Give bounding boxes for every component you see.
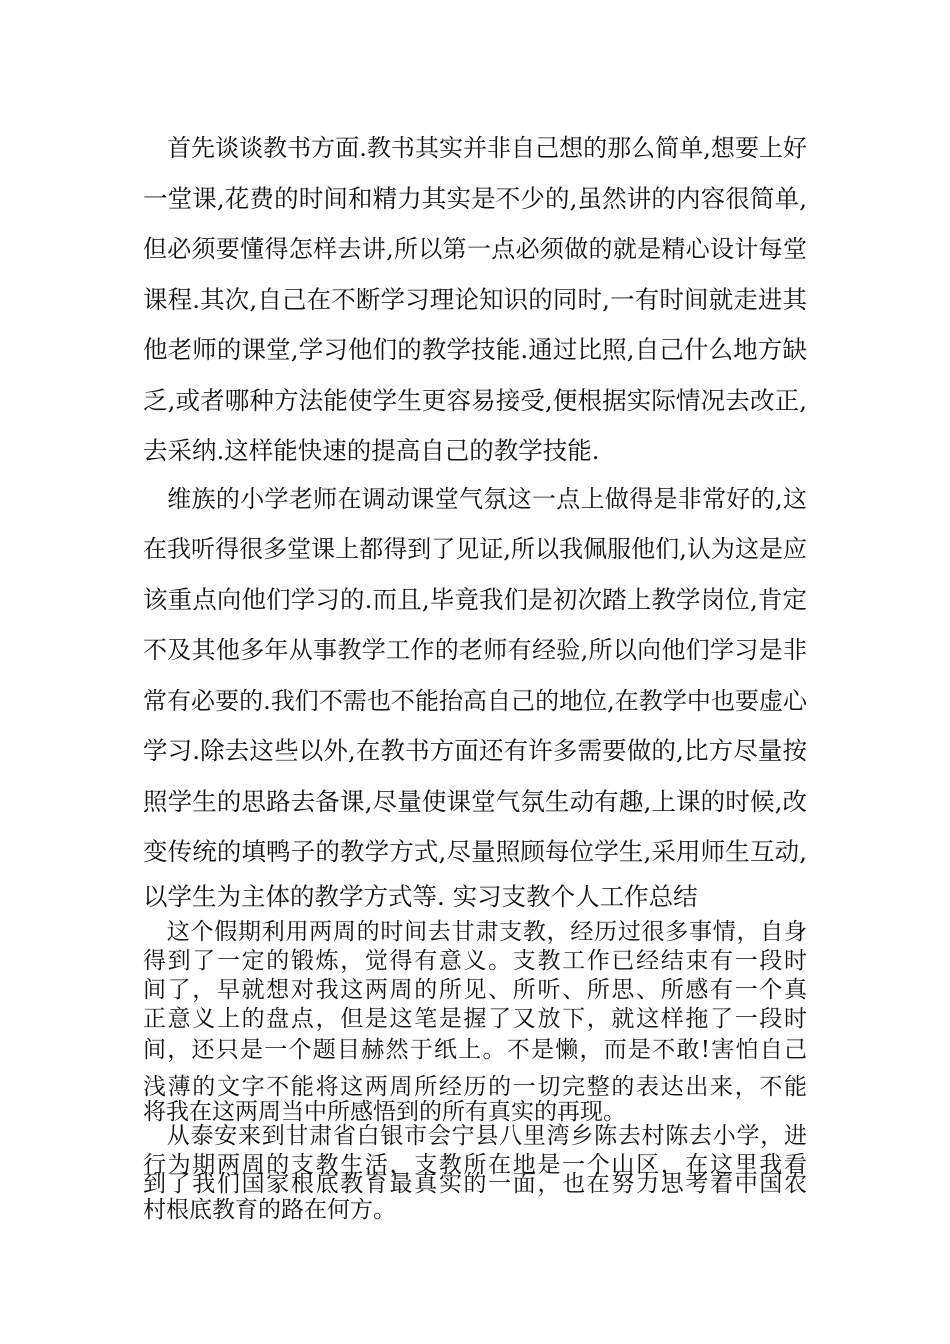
paragraph-line: 间了，早就想对我这两周的所见、所听、所思、所感有一个真 [143,977,807,1003]
paragraph-line: 学习.除去这些以外,在教书方面还有许多需要做的,比方尽量按 [143,736,807,765]
paragraph-line: 这个假期利用两周的时间去甘肃支教，经历过很多事情，自身 [143,919,807,945]
paragraph-line: 以学生为主体的教学方式等. 实习支教个人工作总结 [143,882,698,911]
paragraph-line: 将我在这两周当中所感悟到的所有真实的再现。 [143,1099,626,1125]
paragraph-line: 乏,或者哪种方法能使学生更容易接受,便根据实际情况去改正, [143,386,807,415]
paragraph-line: 变传统的填鸭子的教学方式,尽量照顾每位学生,采用师生互动, [143,837,807,866]
paragraph-line: 村根底教育的路在何方。 [143,1197,396,1223]
paragraph-line: 课程.其次,自己在不断学习理论知识的同时,一有时间就走进其 [143,285,807,314]
paragraph-line: 在我听得很多堂课上都得到了见证,所以我佩服他们,认为这是应 [143,535,807,563]
paragraph-line: 照学生的思路去备课,尽量使课堂气氛生动有趣,上课的时候,改 [143,787,807,816]
paragraph-line: 到了我们国家根底教育最真实的一面，也在努力思考着中国农 [143,1171,807,1197]
paragraph-line: 他老师的课堂,学习他们的教学技能.通过比照,自己什么地方缺 [143,335,807,364]
paragraph-line: 得到了一定的锻炼，觉得有意义。支教工作已经结束有一段时 [143,948,807,974]
paragraph-line: 首先谈谈教书方面.教书其实并非自己想的那么简单,想要上好 [143,134,807,162]
paragraph-line: 正意义上的盘点，但是这笔是握了又放下，就这样拖了一段时 [143,1006,807,1032]
paragraph-line: 常有必要的.我们不需也不能抬高自己的地位,在教学中也要虚心 [143,687,807,715]
paragraph-line: 间，还只是一个题目赫然于纸上。不是懒，而是不敢!害怕自己 [143,1037,807,1063]
paragraph-line: 不及其他多年从事教学工作的老师有经验,所以向他们学习是非 [143,636,807,664]
paragraph-line: 维族的小学老师在调动课堂气氛这一点上做得是非常好的,这 [143,485,807,513]
paragraph-line: 浅薄的文字不能将这两周所经历的一切完整的表达出来，不能 [143,1074,807,1100]
paragraph-line: 从泰安来到甘肃省白银市会宁县八里湾乡陈去村陈去小学，进 [143,1123,807,1149]
paragraph-line: 但必须要懂得怎样去讲,所以第一点必须做的就是精心设计每堂 [143,235,807,263]
paragraph-line: 去采纳.这样能快速的提高自己的教学技能. [143,436,600,465]
paragraph-line: 一堂课,花费的时间和精力其实是不少的,虽然讲的内容很简单, [143,184,807,213]
paragraph-line: 行为期两周的支教生活，支教所在地是一个山区，在这里我看 [143,1152,807,1178]
paragraph-line: 该重点向他们学习的.而且,毕竟我们是初次踏上教学岗位,肯定 [143,585,807,614]
